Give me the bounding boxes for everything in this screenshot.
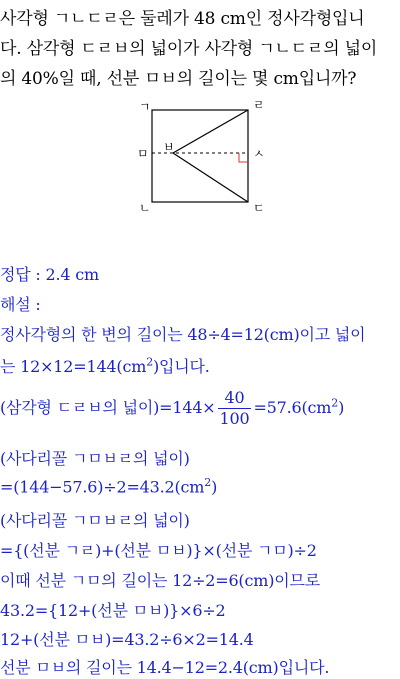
problem-line-2: 다. 삼각형 ㄷㄹㅂ의 넓이가 사각형 ㄱㄴㄷㄹ의 넓이: [0, 39, 378, 59]
solution-line-2: [0, 354, 400, 377]
label-d: ㄷ: [253, 201, 265, 215]
square-outline: [152, 110, 248, 202]
fraction-40-100: [218, 388, 252, 429]
solution-line-5-text: =(144−57.6)÷2=43.2(cm: [0, 477, 205, 497]
solution-line-5: [0, 476, 400, 496]
explanation-label: 해설 :: [0, 295, 41, 314]
label-n: ㄴ: [139, 201, 151, 215]
label-m: ㅁ: [137, 147, 149, 161]
square-figure: [135, 95, 275, 215]
solution-line-7: ={(선분 ㄱㄹ)+(선분 ㅁㅂ)}×(선분 ㄱㅁ)÷2: [0, 541, 317, 560]
solution-line-5-exponent: 2: [204, 476, 212, 489]
solution-line-3: [0, 388, 400, 429]
solution-line-1: 정사각형의 한 변의 길이는 48÷4=12(cm)이고 넓이: [0, 325, 366, 344]
label-b: ㅂ: [163, 140, 175, 154]
fraction-numerator: 40: [218, 388, 252, 409]
label-s: ㅅ: [253, 147, 265, 161]
right-angle-mark: [239, 153, 248, 162]
label-r: ㄹ: [253, 98, 265, 112]
answer-label: 정답 :: [0, 265, 41, 284]
label-g: ㄱ: [139, 100, 151, 114]
solution-line-8: 이때 선분 ㄱㅁ의 길이는 12÷2=6(cm)이므로: [0, 571, 321, 590]
solution-line-3-result: =57.6(cm: [253, 398, 332, 417]
solution-line-9: 43.2={12+(선분 ㅁㅂ)}×6÷2: [0, 601, 226, 620]
solution-line-3-text: (삼각형 ㄷㄹㅂ의 넓이)=144×: [0, 398, 216, 417]
solution-line-3-end: ): [338, 398, 345, 417]
answer-line: [0, 262, 400, 285]
solution-line-3-exponent: 2: [331, 396, 339, 410]
solution-line-2-end: )입니다.: [153, 357, 210, 376]
solution-line-10: 12+(선분 ㅁㅂ)=43.2÷6×2=14.4: [0, 630, 254, 649]
solution-line-11: 선분 ㅁㅂ의 길이는 14.4−12=2.4(cm)입니다.: [0, 658, 330, 677]
solution-line-2-exponent: 2: [146, 355, 153, 369]
problem-line-3: 의 40%일 때, 선분 ㅁㅂ의 길이는 몇 cm입니까?: [0, 69, 357, 89]
solution-line-2-text: 는 12×12=144(cm: [0, 357, 147, 376]
segment-d-b: [173, 153, 248, 202]
solution-line-5-end: ): [211, 477, 218, 497]
segment-r-b: [173, 110, 248, 153]
solution-line-6: (사다리꼴 ㄱㅁㅂㄹ의 넓이): [0, 511, 190, 530]
answer-value: 2.4 cm: [45, 265, 99, 284]
problem-line-1: 사각형 ㄱㄴㄷㄹ은 둘레가 48 cm인 정사각형입니: [0, 9, 365, 29]
solution-line-4: (사다리꼴 ㄱㅁㅂㄹ의 넓이): [0, 449, 190, 468]
fraction-denominator: 100: [219, 409, 250, 428]
